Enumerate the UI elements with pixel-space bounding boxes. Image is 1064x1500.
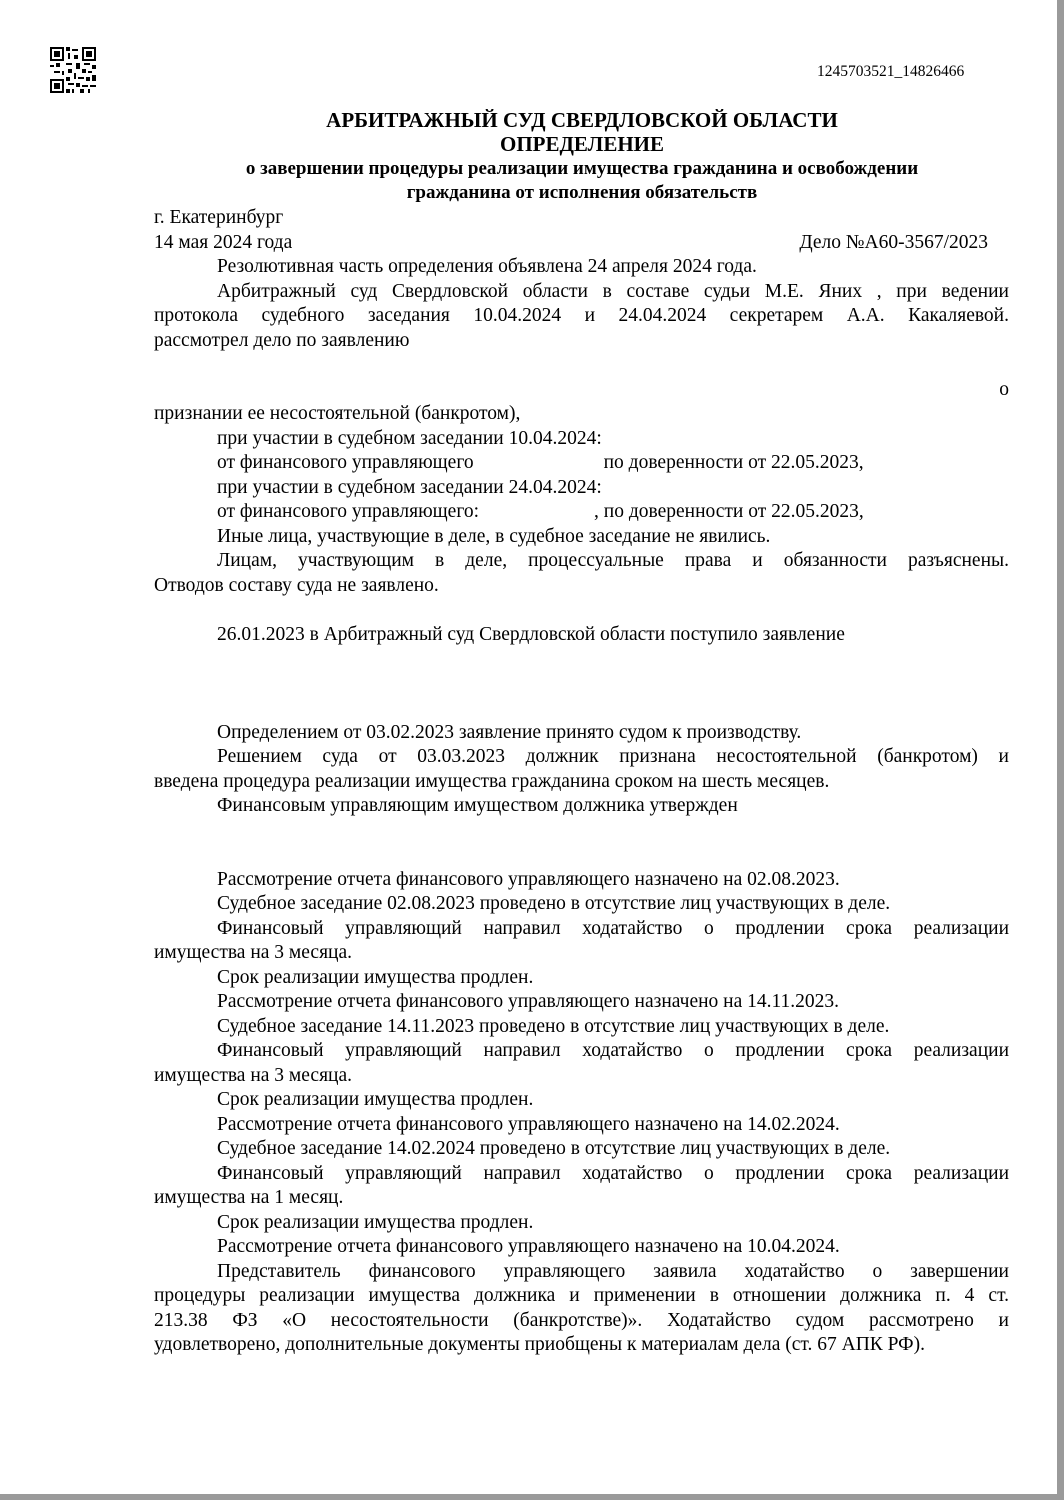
redacted-area (154, 647, 1009, 672)
text-line: Срок реализации имущества продлен. (217, 1211, 534, 1233)
text-line: Финансовым управляющим имуществом должника утвержден (217, 795, 738, 816)
document-body (154, 206, 1009, 1358)
text-line: введена процедура реализации имущества гражданина сроком на шесть месяцев. (154, 770, 830, 792)
text-line: Решением суда от 03.03.2023 должник признана несостоятельной (банкротом) и (217, 746, 1009, 767)
text-line: признании ее несостоятельной (банкротом), (154, 403, 521, 424)
text-line: Иные лица, участвующие в деле, в судебное заседание не явились. (217, 525, 771, 547)
redacted-area (154, 819, 1009, 844)
text-line: рассмотрел дело по заявлению (154, 329, 410, 351)
text-line: Срок реализации имущества продлен. (217, 966, 534, 988)
text-line: Арбитражный суд Свердловской области в составе судьи М.Е. Яних , при ведении (217, 280, 1009, 302)
redacted-area (154, 353, 1009, 378)
text-line (154, 451, 1009, 476)
text-fragment: , по доверенности от 22.05.2023, (594, 501, 864, 522)
document-subject-line-1: о завершении процедуры реализации имущества гражданина и освобождении (245, 158, 919, 179)
text-line: Резолютивная часть определения объявлена 24 апреля 2024 года. (217, 256, 757, 277)
text-line: Судебное заседание 14.02.2024 проведено в отсутствие лиц участвующих в деле. (217, 1138, 891, 1159)
page-edge-right (1057, 0, 1064, 1500)
document-subject-line-2: гражданина от исполнения обязательств (406, 182, 758, 203)
page-edge-bottom (0, 1494, 1064, 1500)
text-line: Финансовый управляющий направил ходатайство о продлении срока реализации (217, 1162, 1009, 1184)
document-id: 1245703521_14826466 (817, 63, 965, 80)
text-line: Рассмотрение отчета финансового управляющего назначено на 02.08.2023. (217, 868, 840, 890)
city: г. Екатеринбург (154, 207, 284, 228)
text-line: имущества на 1 месяц. (154, 1187, 344, 1208)
text-line: Судебное заседание 14.11.2023 проведено в отсутствие лиц участвующих в деле. (217, 1015, 890, 1037)
text-line: 213.38 ФЗ «О несостоятельности (банкротстве)». Ходатайство судом рассмотрено и (154, 1309, 1009, 1331)
text-fragment: от финансового управляющего: (217, 501, 480, 522)
document-date: 14 мая 2024 года (154, 231, 293, 253)
case-number: Дело №А60-3567/2023 (799, 231, 988, 253)
text-line: Определением от 03.02.2023 заявление принято судом к производству. (217, 721, 802, 743)
text-line: о (999, 378, 1009, 400)
text-fragment: по доверенности от 22.05.2023, (603, 452, 864, 473)
text-line: 26.01.2023 в Арбитражный суд Свердловской области поступило заявление (217, 623, 845, 645)
text-line (154, 500, 1009, 525)
text-line: Срок реализации имущества продлен. (217, 1089, 534, 1110)
text-line: Отводов составу суда не заявлено. (154, 574, 439, 596)
text-line: Судебное заседание 02.08.2023 проведено в отсутствие лиц участвующих в деле. (217, 893, 891, 914)
text-line: Рассмотрение отчета финансового управляющего назначено на 10.04.2024. (217, 1236, 840, 1257)
date-case-row (154, 231, 1009, 256)
text-line: Рассмотрение отчета финансового управляющего назначено на 14.11.2023. (217, 991, 840, 1012)
qr-code-icon (50, 47, 96, 93)
text-line: Лицам, участвующим в деле, процессуальные права и обязанности разъяснены. (217, 550, 1009, 571)
text-line: процедуры реализации имущества должника и применении в отношении должника п. 4 ст. (154, 1285, 1009, 1306)
text-line: протокола судебного заседания 10.04.2024 и 24.04.2024 секретарем А.А. Какаляевой. (154, 305, 1009, 326)
text-line: Рассмотрение отчета финансового управляющего назначено на 14.02.2024. (217, 1113, 840, 1135)
document-type: ОПРЕДЕЛЕНИЕ (499, 132, 664, 156)
text-line: Финансовый управляющий направил ходатайство о продлении срока реализации (217, 1040, 1009, 1061)
court-name: АРБИТРАЖНЫЙ СУД СВЕРДЛОВСКОЙ ОБЛАСТИ (326, 108, 838, 132)
text-line: Представитель финансового управляющего заявила ходатайство о завершении (217, 1260, 1009, 1282)
text-line: удовлетворено, дополнительные документы приобщены к материалам дела (ст. 67 АПК РФ). (154, 1334, 925, 1355)
text-line: при участии в судебном заседании 10.04.2024: (217, 427, 602, 449)
text-line: Финансовый управляющий направил ходатайство о продлении срока реализации (217, 917, 1009, 939)
text-line: имущества на 3 месяца. (154, 1064, 352, 1086)
text-line: имущества на 3 месяца. (154, 942, 352, 963)
text-fragment: от финансового управляющего (217, 452, 474, 473)
text-line: при участии в судебном заседании 24.04.2024: (217, 476, 602, 498)
